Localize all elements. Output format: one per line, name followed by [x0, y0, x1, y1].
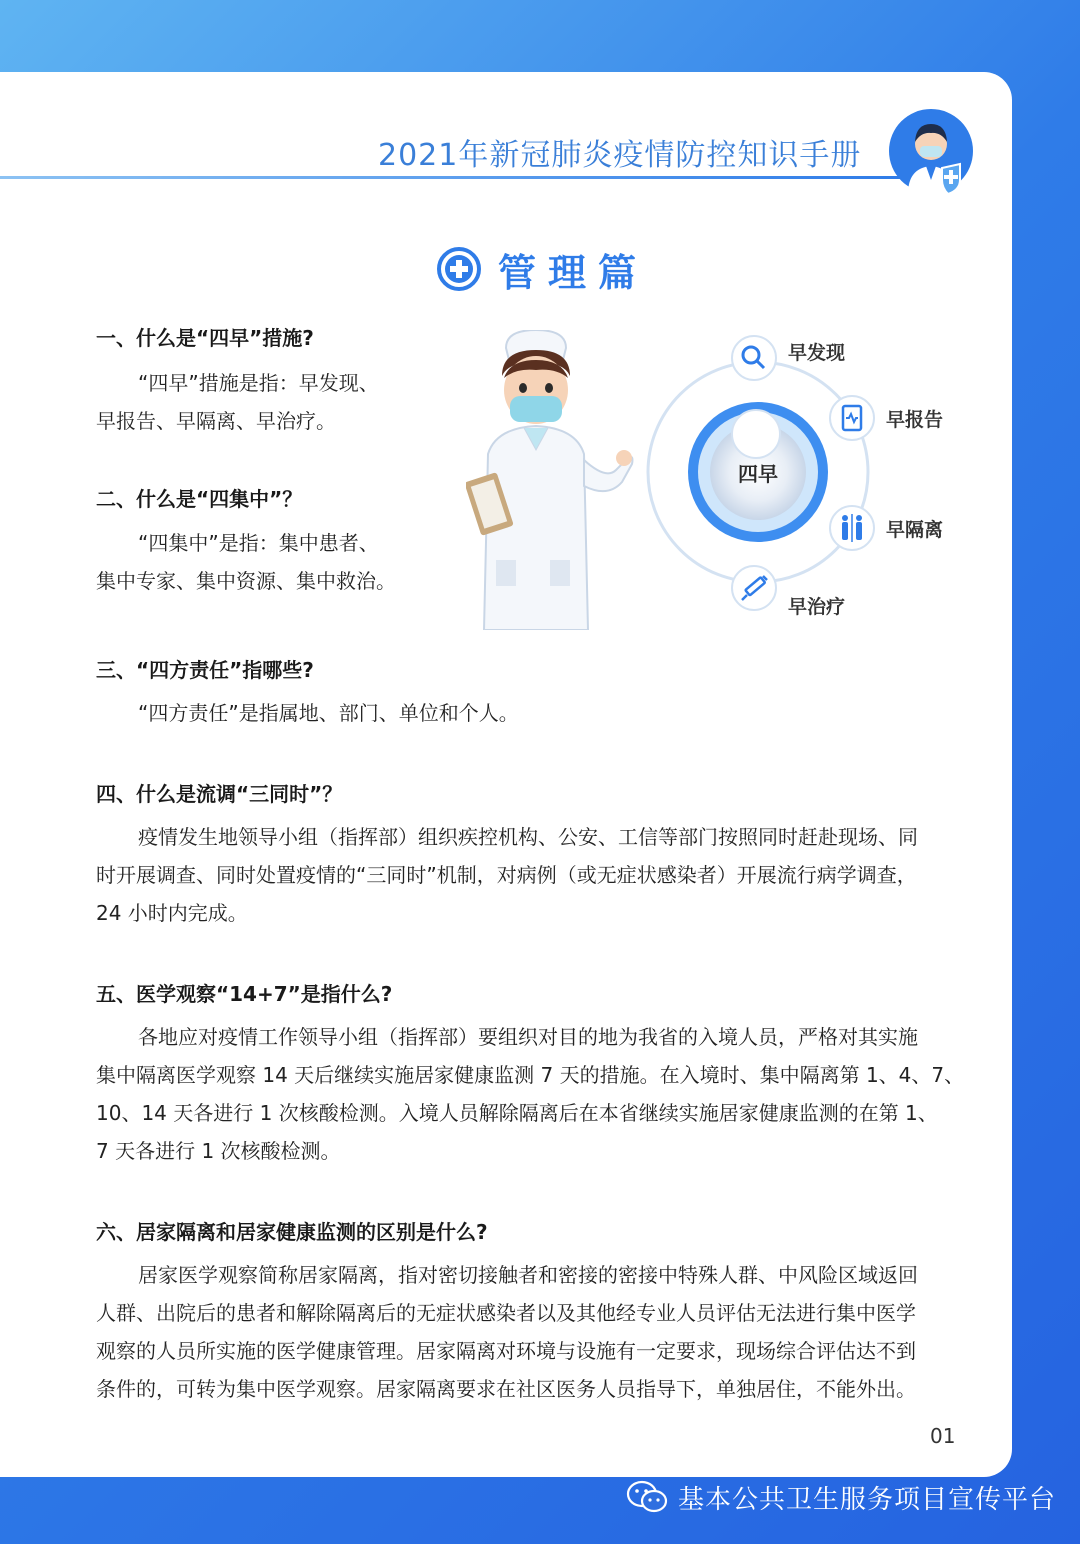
- question-4: 四、什么是流调“三同时”？: [96, 782, 343, 806]
- page-number: 01: [930, 1424, 956, 1448]
- answer-4: [96, 818, 918, 932]
- diagram-center-label: 四早: [738, 462, 778, 486]
- diagram-item-label: 早隔离: [886, 518, 944, 541]
- footer-brand: [626, 1478, 1056, 1516]
- answer-line: 集中专家、集中资源、集中救治。: [96, 569, 396, 593]
- doctor-avatar-icon: [886, 106, 976, 196]
- answer-line: 10、14 天各进行 1 次核酸检测。入境人员解除隔离后在本省继续实施居家健康监测的在第 1、: [96, 1101, 938, 1125]
- diagram-item-label: 早治疗: [788, 596, 846, 618]
- answer-3: [96, 694, 519, 732]
- answer-line: 观察的人员所实施的医学健康管理。居家隔离对环境与设施有一定要求，现场综合评估达不到: [96, 1339, 916, 1363]
- diagram-item-report: [828, 394, 943, 442]
- answer-line: 集中隔离医学观察 14 天后继续实施居家健康监测 7 天的措施。在入境时、集中隔离第 1、4、7、: [96, 1063, 965, 1087]
- diagram-item-label: 早发现: [788, 341, 846, 364]
- question-1: 一、什么是“四早”措施?: [96, 326, 314, 350]
- question-5: 五、医学观察“14+7”是指什么?: [96, 982, 393, 1006]
- magnifier-icon: [730, 334, 778, 382]
- answer-5: [96, 1018, 964, 1170]
- header-divider: [0, 176, 900, 179]
- clipboard-icon: [828, 394, 876, 442]
- syringe-icon: [730, 564, 778, 612]
- handbook-title: 2021年新冠肺炎疫情防控知识手册: [378, 138, 862, 173]
- section-title: 管理篇: [498, 250, 649, 295]
- answer-line: 人群、出院后的患者和解除隔离后的无症状感染者以及其他经专业人员评估无法进行集中医学: [96, 1301, 916, 1325]
- answer-line: 早报告、早隔离、早治疗。: [96, 409, 336, 433]
- people-icon: [828, 504, 876, 552]
- answer-1: [96, 364, 379, 440]
- footer-text: 基本公共卫生服务项目宣传平台: [678, 1484, 1057, 1515]
- answer-line: “四早”措施是指：早发现、: [138, 371, 379, 395]
- question-6: 六、居家隔离和居家健康监测的区别是什么?: [96, 1220, 488, 1244]
- answer-line: 居家医学观察简称居家隔离，指对密切接触者和密接的密接中特殊人群、中风险区域返回: [138, 1263, 918, 1287]
- question-2: 二、什么是“四集中”？: [96, 487, 303, 511]
- answer-6: [96, 1256, 918, 1408]
- answer-line: 各地应对疫情工作领导小组（指挥部）要组织对目的地为我省的入境人员，严格对其实施: [138, 1025, 918, 1049]
- answer-line: 7 天各进行 1 次核酸检测。: [96, 1139, 341, 1163]
- nurse-illustration: [466, 330, 636, 630]
- diagram-item-discover: [730, 334, 845, 382]
- answer-line: 疫情发生地领导小组（指挥部）组织疾控机构、公安、工信等部门按照同时赶赴现场、同: [138, 825, 918, 849]
- diagram-item-treat: [730, 556, 845, 619]
- diagram-item-isolate: [828, 504, 943, 552]
- plus-circle-icon: [436, 246, 482, 292]
- diagram-item-label: 早报告: [886, 408, 944, 431]
- answer-line: 时开展调查、同时处置疫情的“三同时”机制，对病例（或无症状感染者）开展流行病学调查，: [96, 863, 917, 887]
- answer-2: [96, 524, 396, 600]
- answer-line: 24 小时内完成。: [96, 901, 248, 925]
- question-3: 三、“四方责任”指哪些?: [96, 658, 314, 682]
- answer-line: “四集中”是指：集中患者、: [138, 531, 379, 555]
- section-heading: [436, 244, 648, 294]
- answer-line: 条件的，可转为集中医学观察。居家隔离要求在社区医务人员指导下，单独居住，不能外出。: [96, 1377, 916, 1401]
- page-sheet: [0, 72, 1012, 1477]
- answer-line: “四方责任”是指属地、部门、单位和个人。: [138, 701, 519, 725]
- wechat-icon: [626, 1479, 668, 1515]
